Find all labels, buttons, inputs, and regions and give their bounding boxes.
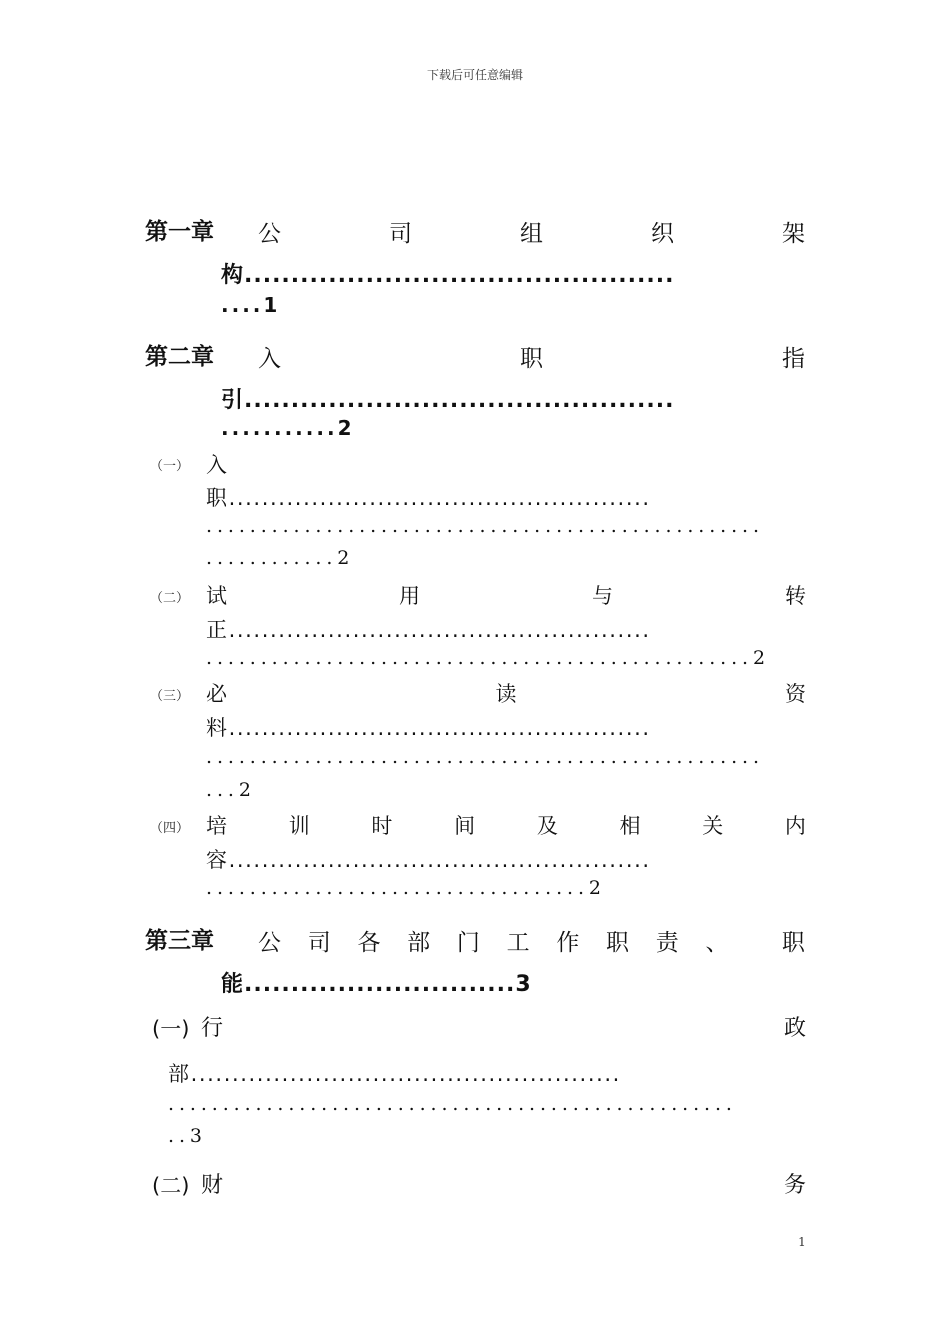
title-char: 时 [371,814,393,838]
chapter-label: 第三章 [145,928,214,954]
section-title-spread [206,810,806,840]
section-label: (二) [152,1174,190,1198]
section-label: （一） [150,459,190,474]
section-title-spread [206,678,806,708]
title-char: 司 [389,221,412,247]
toc-page-ref: ...................................2 [206,877,606,899]
title-char: 必 [206,682,227,706]
title-char: 职 [781,930,805,956]
title-char: 训 [288,814,310,838]
toc-leader-line: ................................................... [206,515,764,537]
toc-page-ref: ..................................................2 [206,647,770,669]
title-char: 相 [619,814,641,838]
title-char: 各 [357,930,381,956]
title-char: 公 [258,221,281,247]
title-char: 门 [456,930,480,956]
title-char: 、 [705,930,729,956]
toc-leader-line: .................................................... [168,1093,737,1115]
section-title-spread [201,1168,806,1199]
title-char: 财 [201,1173,224,1198]
chapter-title-spread [258,215,805,248]
chapter-label: 第一章 [145,219,214,245]
section-title-spread [206,449,806,479]
title-char: 职 [606,930,630,956]
toc-page-ref: ...2 [206,779,256,801]
toc-leader-line: 引.............................................. [221,388,675,413]
title-char: 读 [495,682,517,706]
title-char: 入 [206,453,227,477]
title-char: 试 [206,584,227,608]
title-char: 转 [785,584,806,608]
title-char: 组 [520,221,543,247]
toc-leader-line: 能.............................3 [221,972,532,997]
toc-leader-line: 职................................................... [206,486,651,510]
title-char: 架 [782,221,805,247]
section-title-spread [206,580,806,610]
title-char: 司 [307,930,331,956]
chapter-title-spread [258,340,805,373]
title-char: 部 [407,930,431,956]
title-char: 织 [651,221,674,247]
section-title-spread [201,1011,806,1042]
title-char: 培 [206,814,227,838]
toc-leader-line: 容................................................... [206,848,651,872]
title-char: 务 [783,1173,806,1198]
title-char: 指 [782,346,805,372]
toc-leader-line: 料................................................... [206,716,651,740]
title-char: 公 [258,930,281,956]
toc-page-ref: ............2 [206,547,355,569]
title-char: 内 [784,814,806,838]
toc-leader-line: 正................................................... [206,618,651,642]
title-char: 职 [520,346,543,372]
toc-leader-line: 部.................................................... [168,1062,621,1086]
title-char: 工 [506,930,530,956]
section-label: （三） [150,689,190,704]
title-char: 用 [399,584,420,608]
title-char: 关 [702,814,724,838]
title-char: 及 [536,814,558,838]
title-char: 行 [201,1016,224,1041]
chapter-label: 第二章 [145,344,214,370]
title-char: 资 [785,682,806,706]
toc-page-ref: ....1 [221,293,281,317]
chapter-title-spread [258,924,805,957]
section-label: （四） [150,821,190,836]
section-label: （二） [150,591,190,606]
toc-leader-line: 构.............................................. [221,263,675,288]
title-char: 作 [556,930,580,956]
toc-page-ref: ..3 [168,1125,207,1147]
title-char: 与 [592,584,613,608]
page-header-note: 下载后可任意编辑 [426,68,523,82]
section-label: (一) [152,1017,190,1041]
page-number: 1 [798,1235,806,1249]
title-char: 政 [783,1016,806,1041]
toc-leader-line: ................................................... [206,746,764,768]
toc-page-ref: ...........2 [221,416,355,440]
title-char: 间 [454,814,476,838]
title-char: 责 [655,930,679,956]
title-char: 入 [258,346,281,372]
